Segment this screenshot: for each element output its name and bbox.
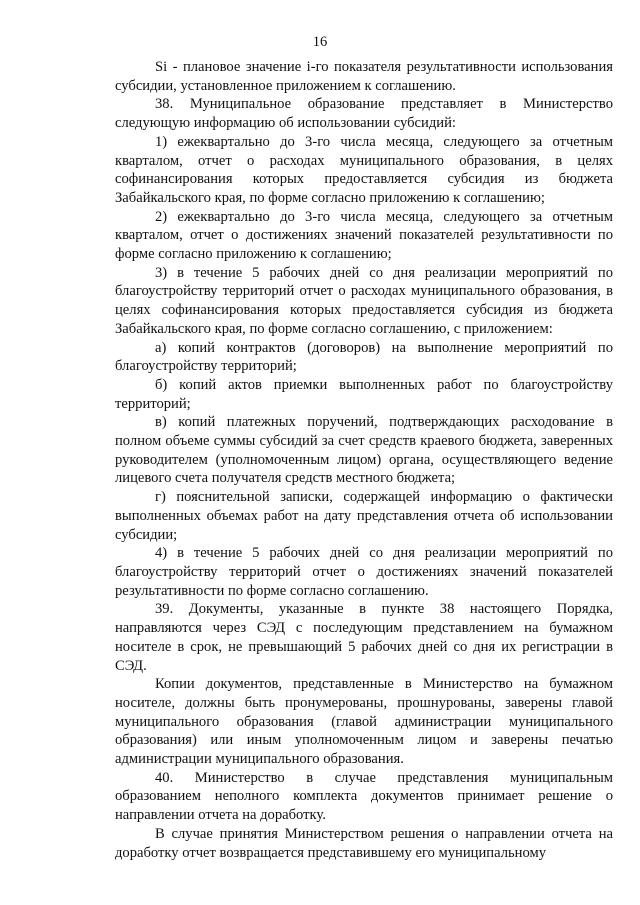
paragraph-38-3-g: г) пояснительной записки, содержащей информацию о фактически выполненных объемах работ на дату представления отчета об использовании субсидии; — [115, 489, 613, 543]
paragraph-38-3-a: а) копий контрактов (договоров) на выполнение мероприятий по благоустройству территорий; — [115, 339, 613, 375]
paragraph-38-3-b: б) копий актов приемки выполненных работ по благоустройству территорий; — [115, 376, 613, 412]
paragraph-38-4: 4) в течение 5 рабочих дней со дня реализации мероприятий по благоустройству территорий отчет о достижениях значений показателей результативности по форме согласно соглашению. — [115, 545, 613, 599]
paragraph-item-39: 39. Документы, указанные в пункте 38 настоящего Порядка, направляются через СЭД с последующим представлением на бумажном носителе в срок, не превышающий 5 рабочих дней со дня их регистрации в СЭД. — [115, 601, 613, 674]
paragraph-item-40: 40. Министерство в случае представления муниципальным образованием неполного комплекта документов принимает решение о направлении отчета на доработку. — [115, 769, 613, 824]
paragraph-revision: В случае принятия Министерством решения о направлении отчета на доработку отчет возвращается представившему его муниципальному — [115, 825, 613, 861]
paragraph-38-3: 3) в течение 5 рабочих дней со дня реализации мероприятий по благоустройству территорий отчет о расходах муниципального образования, в целях софинансирования которых предоставляется субсидия из бюджета Забайкальского края, по форме согласно соглашению, с приложением: — [115, 264, 613, 337]
paragraph-38-2: 2) ежеквартально до 3-го числа месяца, следующего за отчетным кварталом, отчет о достижениях значений показателей результативности по форме согласно приложению к соглашению; — [115, 208, 613, 263]
document-body — [115, 58, 613, 862]
paragraph-38-3-v: в) копий платежных поручений, подтверждающих расходование в полном объеме суммы субсидий за счет средств краевого бюджета, заверенных руководителем (уполномоченным лицом) органа, осуществляющего ведение лицевого счета получателя средств местного бюджета; — [115, 414, 613, 487]
page-number: 16 — [312, 34, 328, 50]
paragraph-item-38: 38. Муниципальное образование представляет в Министерство следующую информацию об использовании субсидий: — [115, 96, 613, 132]
paragraph-si-definition: Si - плановое значение i-го показателя результативности использования субсидии, установленное приложением к соглашению. — [115, 59, 613, 94]
paragraph-38-1: 1) ежеквартально до 3-го числа месяца, следующего за отчетным кварталом, отчет о расходах муниципального образования, в целях софинансирования которых предоставляется субсидия из бюджета Забайкальского края, по форме согласно приложению к соглашению; — [115, 133, 613, 206]
paragraph-copies: Копии документов, представленные в Министерство на бумажном носителе, должны быть пронумерованы, прошнурованы, заверены главой муниципального образования (главой администрации муниципального образования) или иным уполномоченным лицом и заверены печатью администрации муниципального образования. — [115, 676, 613, 768]
